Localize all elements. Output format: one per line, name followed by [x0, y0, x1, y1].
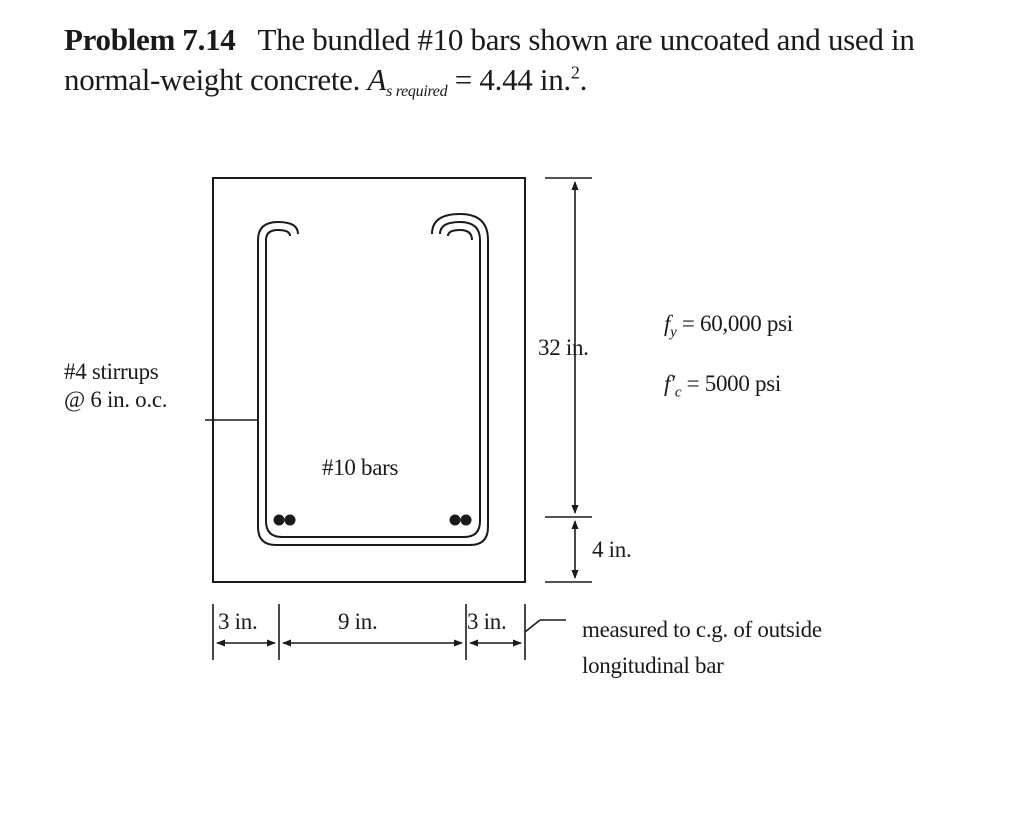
as-value: = 4.44 in.: [454, 62, 571, 97]
dim-right-label: 3 in.: [467, 609, 507, 634]
note-line1: measured to c.g. of outside: [582, 617, 822, 642]
note-line2: longitudinal bar: [582, 653, 724, 678]
dim-left-label: 3 in.: [218, 609, 258, 634]
measurement-note: [582, 612, 822, 684]
fy-sub: y: [670, 324, 677, 341]
height-label: 32 in.: [538, 335, 589, 360]
bundled-bars: [274, 515, 472, 526]
width-dimensions: [213, 604, 566, 660]
as-period: .: [579, 62, 588, 97]
fy-value: = 60,000 psi: [681, 311, 793, 336]
fc-symbol: f′: [664, 371, 675, 396]
as-exponent: 2: [570, 62, 580, 83]
bar-left-2: [285, 515, 296, 526]
problem-text: The bundled #10 bars shown are uncoated and used in normal-weight concrete.: [64, 22, 915, 97]
fc-value: = 5000 psi: [686, 371, 781, 396]
problem-number: Problem 7.14: [64, 22, 236, 57]
bar-right-2: [461, 515, 472, 526]
height-dimension: [545, 178, 592, 582]
cover-label: 4 in.: [592, 537, 632, 562]
as-symbol: A: [367, 62, 387, 97]
stirrups-label-line1: #4 stirrups: [64, 359, 159, 384]
as-subscript: s required: [386, 83, 448, 100]
fy-symbol: f: [664, 311, 671, 336]
bar-right-1: [450, 515, 461, 526]
stirrups-label: [64, 358, 167, 414]
fc-spec: [664, 370, 781, 407]
beam-outline: [213, 178, 525, 582]
dim-middle-label: 9 in.: [338, 609, 378, 634]
bar-left-1: [274, 515, 285, 526]
fc-sub: c: [674, 384, 682, 401]
fy-spec: [664, 310, 793, 347]
stirrups-label-line2: @ 6 in. o.c.: [64, 387, 168, 412]
stirrup: [258, 214, 488, 545]
bars-label: #10 bars: [322, 455, 399, 480]
